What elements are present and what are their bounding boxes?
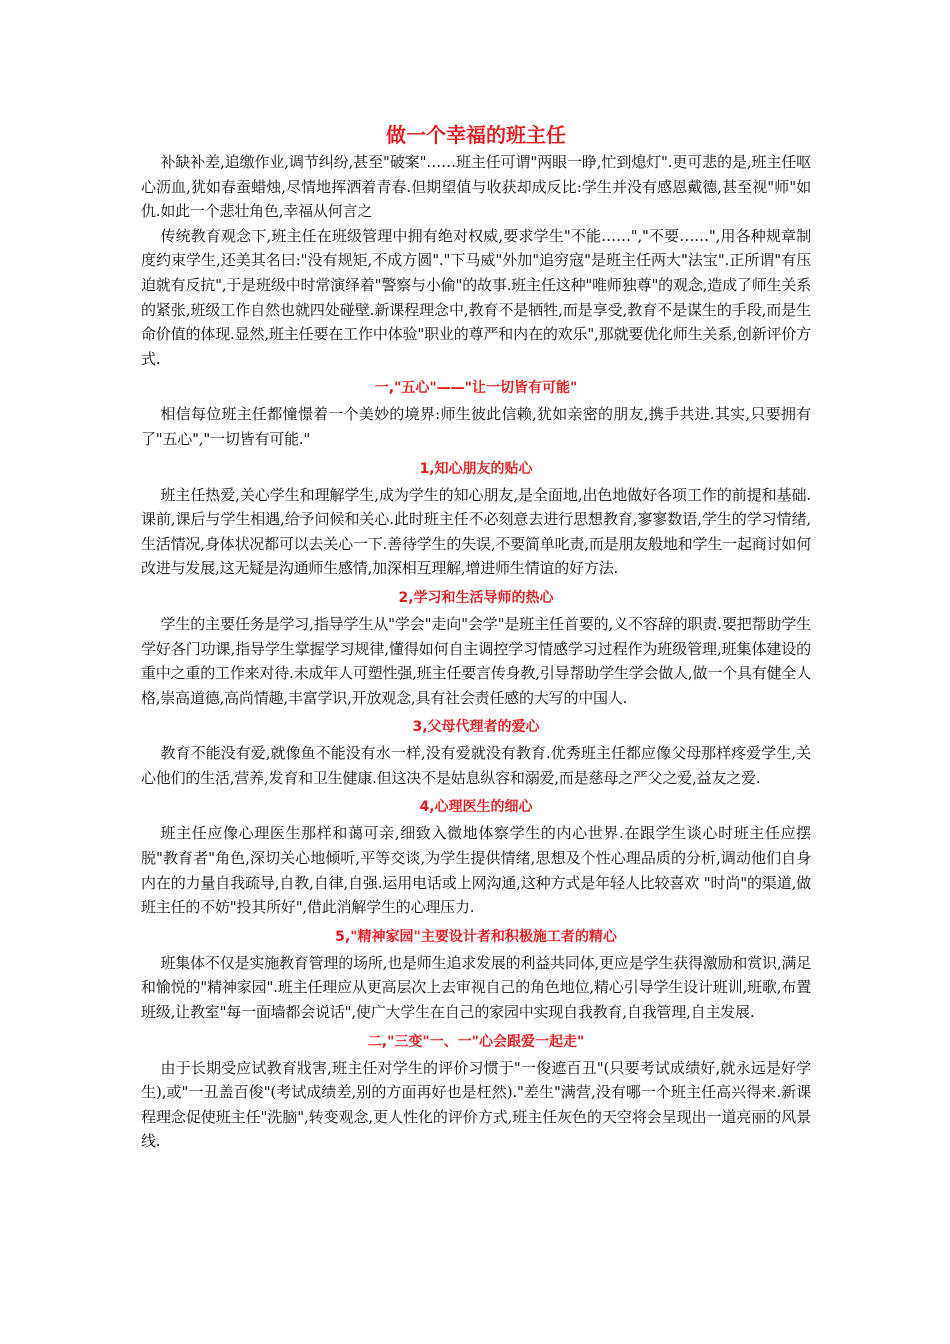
subsection-4-paragraph: 班主任应像心理医生那样和蔼可亲,细致入微地体察学生的内心世界.在跟学生谈心时班主任应摆脱"教育者"角色,深切关心地倾听,平等交谈,为学生提供情绪,思想及个性心理品质的分析,调动他们自身内在的力量自我疏导,自教,自律,自强.运用电话或上网沟通,这种方式是年轻人比较喜欢 "时尚"的渠道,做班主任的不妨"投其所好",借此消解学生的心理压力. (141, 824, 811, 917)
subsection-3-paragraph: 教育不能没有爱,就像鱼不能没有水一样,没有爱就没有教育.优秀班主任都应像父母那样疼爱学生,关心他们的生活,营养,发育和卫生健康.但这决不是姑息纵容和溺爱,而是慈母之严父之爱,益友之爱. (141, 744, 811, 787)
intro-paragraph-2: 传统教育观念下,班主任在班级管理中拥有绝对权威,要求学生"不能……","不要……",用各种规章制度约束学生,还美其名曰:"没有规矩,不成方圆"."下马威"外加"追穷寇"是班主任两大"法宝".正所谓"有压迫就有反抗",于是班级中时常演绎着"警察与小偷"的故事.班主任这种"唯师独尊"的观念,造成了师生关系的紧张,班级工作自然也就四处碰壁.新课程理念中,教育不是牺牲,而是享受,教育不是谋生的手段,而是生命价值的体现.显然,班主任要在工作中体验"职业的尊严和内在的欢乐",那就要优化师生关系,创新评价方式. (141, 226, 811, 368)
subsection-heading-2: 2,学习和生活导师的热心 (398, 589, 554, 606)
subsection-heading-4: 4,心理医生的细心 (419, 799, 533, 816)
section-heading-2: 二,"三变"一、一"心会跟爱一起走" (367, 1033, 585, 1050)
subsection-1-paragraph: 班主任热爱,关心学生和理解学生,成为学生的知心朋友,是全面地,出色地做好各项工作的前提和基础.课前,课后与学生相遇,给予问候和关心.此时班主任不必刻意去进行思想教育,寥寥数语,学生的学习情绪,生活情况,身体状况都可以去关心一下.善待学生的失误,不要简单叱责,而是朋友般地和学生一起商讨如何改进与发展,这无疑是沟通师生感情,加深相互理解,增进师生情谊的好方法. (141, 485, 811, 578)
section-1-paragraph: 相信每位班主任都憧憬着一个美妙的境界:师生彼此信赖,犹如亲密的朋友,携手共进.其实,只要拥有了"五心","一切皆有可能." (141, 405, 811, 448)
subsection-heading-5: 5,"精神家园"主要设计者和积极施工者的精心 (335, 928, 617, 945)
subsection-2-paragraph: 学生的主要任务是学习,指导学生从"学会"走向"会学"是班主任首要的,义不容辞的职责.要把帮助学生学好各门功课,指导学生掌握学习规律,懂得如何自主调控学习情感学习过程作为班级管理,班集体建设的重中之重的工作来对待.未成年人可塑性强,班主任要言传身教,引导帮助学生学会做人,做一个具有健全人格,崇高道德,高尚情趣,丰富学识,开放观念,具有社会责任感的大写的中国人. (141, 614, 811, 707)
page-title: 做一个幸福的班主任 (386, 123, 566, 147)
section-2-paragraph: 由于长期受应试教育戕害,班主任对学生的评价习惯于"一俊遮百丑"(只要考试成绩好,就永远是好学生),或"一丑盖百俊"(考试成绩差,别的方面再好也是枉然)."差生"满营,没有哪一个班主任高兴得来.新课程理念促使班主任"洗脑",转变观念,更人性化的评价方式,班主任灰色的天空将会呈现出一道亮丽的风景线. (141, 1058, 811, 1151)
intro-paragraph-1: 补缺补差,追缴作业,调节纠纷,甚至"破案"……班主任可谓"两眼一睁,忙到熄灯".更可悲的是,班主任呕心沥血,犹如春蚕蜡烛,尽情地挥洒着青春.但期望值与收获却成反比:学生并没有感恩戴德,甚至视"师"如仇.如此一个悲壮角色,幸福从何言之 (141, 153, 811, 221)
section-heading-1: 一,"五心"——"让一切皆有可能" (374, 380, 578, 397)
subsection-5-paragraph: 班集体不仅是实施教育管理的场所,也是师生追求发展的利益共同体,更应是学生获得激励和赏识,满足和愉悦的"精神家园".班主任理应从更高层次上去审视自己的角色地位,精心引导学生设计班训,班歌,布置班级,让教室"每一面墙都会说话",使广大学生在自己的家园中实现自我教育,自我管理,自主发展. (141, 953, 811, 1022)
document-page (141, 120, 811, 1154)
subsection-heading-1: 1,知心朋友的贴心 (419, 460, 533, 477)
subsection-heading-3: 3,父母代理者的爱心 (412, 719, 540, 736)
